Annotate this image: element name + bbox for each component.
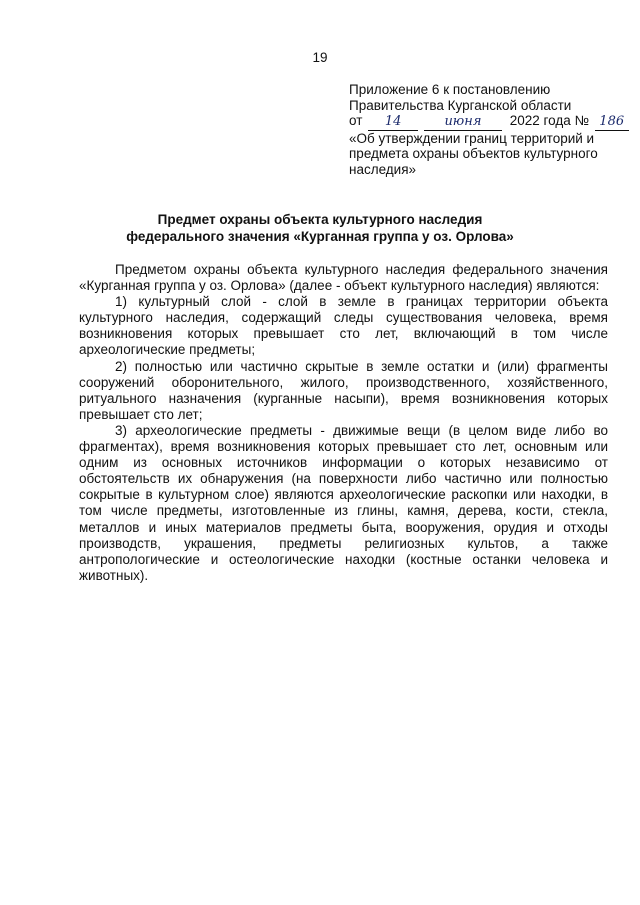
date-prefix: от bbox=[349, 113, 363, 129]
appendix-line-2: Правительства Курганской области bbox=[349, 97, 572, 113]
list-item-1: 1) культурный слой - слой в земле в границах территории объекта культурного наследия, содержащий следы существования человека, время возникновения которых превышает сто лет, включающий в том числе археологические предметы; bbox=[79, 294, 608, 358]
date-year: 2022 года № bbox=[509, 113, 589, 129]
appendix-line-1: Приложение 6 к постановлению bbox=[349, 82, 551, 97]
appendix-header bbox=[349, 82, 625, 178]
title-line-2: федерального значения «Курганная группа у оз. Орлова» bbox=[126, 229, 514, 244]
document-body bbox=[79, 262, 608, 584]
appendix-date-line bbox=[349, 113, 625, 131]
handwritten-day: 14 bbox=[368, 114, 418, 131]
handwritten-month: июня bbox=[424, 114, 502, 131]
handwritten-doc-number: 186 bbox=[595, 114, 629, 131]
document-title bbox=[0, 211, 640, 245]
appendix-line-4: «Об утверждении границ территорий и bbox=[349, 130, 595, 146]
page-number: 19 bbox=[312, 50, 328, 65]
list-item-3: 3) археологические предметы - движимые вещи (в целом виде либо во фрагментах), время возникновения которых превышает сто лет, основным или одним из основных источников информации о которых независимо от обстоятельств их обнаружения (на поверхности либо частично или полностью сокрытые в культурном слое) являются археологические раскопки или находки, в том числе предметы, изготовленные из глины, камня, дерева, кости, стекла, металлов и иных материалов предметы быта, вооружения, орудия и отходы производств, украшения, предметы религиозных культов, а также антропологические и остеологические находки (костные останки человека и животных). bbox=[79, 422, 608, 583]
appendix-line-5: предмета охраны объектов культурного bbox=[349, 146, 598, 162]
title-line-1: Предмет охраны объекта культурного наследия bbox=[157, 212, 483, 227]
intro-paragraph: Предметом охраны объекта культурного наследия федерального значения «Курганная группа у оз. Орлова» (далее - объект культурного наследия) являются: bbox=[79, 262, 608, 294]
list-item-2: 2) полностью или частично скрытые в земле остатки и (или) фрагменты сооружений оборонительного, жилого, производственного, хозяйственного, ритуального назначения (курганные насыпи), время возникновения которых превышает сто лет; bbox=[79, 358, 608, 422]
appendix-line-6: наследия» bbox=[349, 161, 417, 177]
